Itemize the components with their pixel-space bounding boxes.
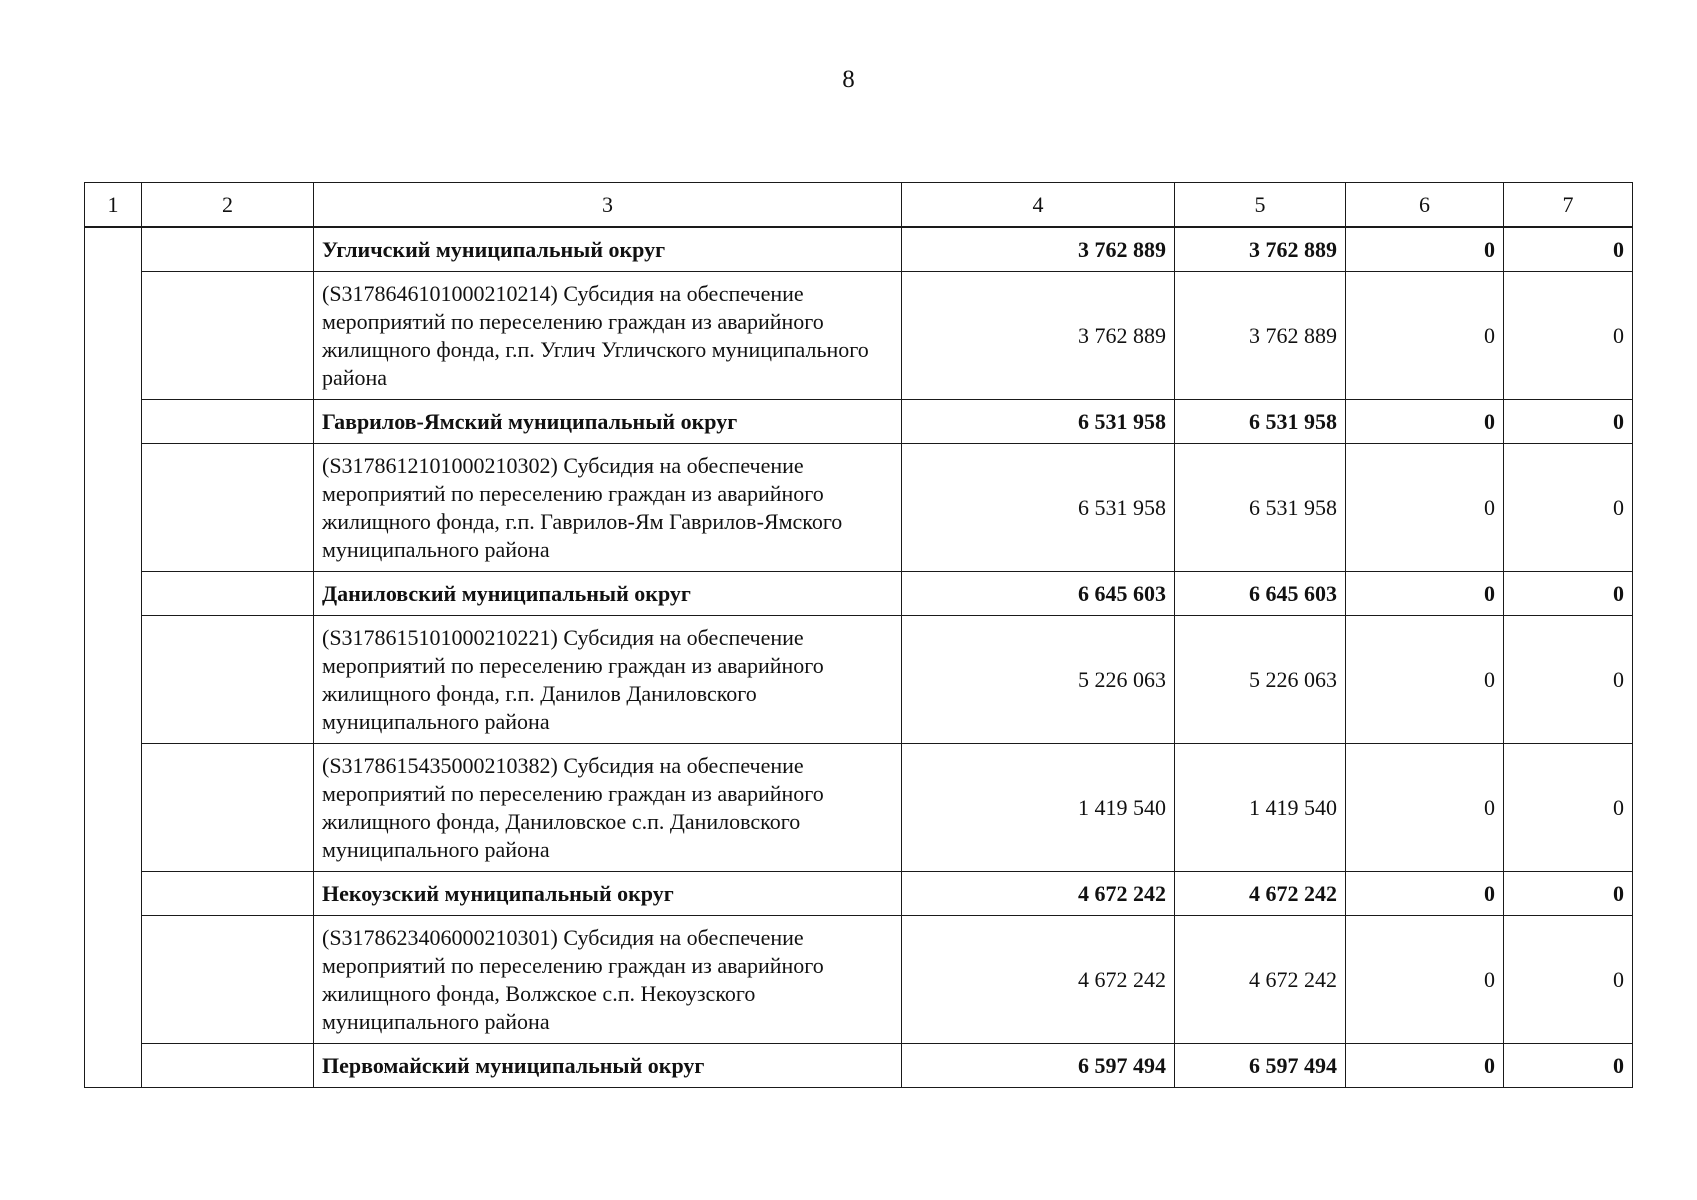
column-2-cell	[142, 916, 314, 1044]
value-col-7: 0	[1504, 444, 1633, 572]
value-col-6: 0	[1346, 572, 1504, 616]
row-name: Некоузский муниципальный округ	[314, 872, 902, 916]
value-col-4: 3 762 889	[902, 227, 1175, 272]
value-col-5: 3 762 889	[1175, 272, 1346, 400]
column-2-cell	[142, 227, 314, 272]
value-col-4: 6 531 958	[902, 444, 1175, 572]
table-row	[85, 916, 1633, 1044]
table-row	[85, 572, 1633, 616]
row-name: Угличский муниципальный округ	[314, 227, 902, 272]
column-1-merged-cell	[85, 227, 142, 1088]
value-col-5: 5 226 063	[1175, 616, 1346, 744]
row-name: (S3178615435000210382) Субсидия на обеспечение мероприятий по переселению граждан из аварийного жилищного фонда, Даниловское с.п. Даниловского муниципального района	[314, 744, 902, 872]
value-col-6: 0	[1346, 444, 1504, 572]
value-col-7: 0	[1504, 616, 1633, 744]
value-col-6: 0	[1346, 272, 1504, 400]
value-col-5: 6 645 603	[1175, 572, 1346, 616]
column-2-cell	[142, 272, 314, 400]
value-col-6: 0	[1346, 872, 1504, 916]
value-col-6: 0	[1346, 744, 1504, 872]
value-col-6: 0	[1346, 616, 1504, 744]
table-row	[85, 444, 1633, 572]
value-col-4: 6 531 958	[902, 400, 1175, 444]
table-row	[85, 1044, 1633, 1088]
header-cell-5: 5	[1175, 183, 1346, 228]
header-cell-7: 7	[1504, 183, 1633, 228]
header-cell-4: 4	[902, 183, 1175, 228]
value-col-7: 0	[1504, 872, 1633, 916]
value-col-5: 4 672 242	[1175, 872, 1346, 916]
value-col-4: 1 419 540	[902, 744, 1175, 872]
column-2-cell	[142, 872, 314, 916]
value-col-4: 3 762 889	[902, 272, 1175, 400]
column-2-cell	[142, 400, 314, 444]
row-name: Первомайский муниципальный округ	[314, 1044, 902, 1088]
header-row	[85, 183, 1633, 228]
value-col-4: 5 226 063	[902, 616, 1175, 744]
value-col-7: 0	[1504, 1044, 1633, 1088]
column-2-cell	[142, 572, 314, 616]
header-cell-2: 2	[142, 183, 314, 228]
value-col-4: 6 597 494	[902, 1044, 1175, 1088]
value-col-6: 0	[1346, 1044, 1504, 1088]
row-name: Гаврилов-Ямский муниципальный округ	[314, 400, 902, 444]
row-name: (S3178623406000210301) Субсидия на обеспечение мероприятий по переселению граждан из аварийного жилищного фонда, Волжское с.п. Некоузского муниципального района	[314, 916, 902, 1044]
header-cell-6: 6	[1346, 183, 1504, 228]
header-cell-3: 3	[314, 183, 902, 228]
value-col-4: 4 672 242	[902, 916, 1175, 1044]
column-2-cell	[142, 444, 314, 572]
budget-table	[84, 182, 1633, 1088]
table-row	[85, 616, 1633, 744]
value-col-5: 3 762 889	[1175, 227, 1346, 272]
value-col-7: 0	[1504, 744, 1633, 872]
value-col-4: 6 645 603	[902, 572, 1175, 616]
value-col-7: 0	[1504, 572, 1633, 616]
value-col-4: 4 672 242	[902, 872, 1175, 916]
value-col-5: 6 531 958	[1175, 444, 1346, 572]
value-col-7: 0	[1504, 227, 1633, 272]
row-name: Даниловский муниципальный округ	[314, 572, 902, 616]
value-col-6: 0	[1346, 916, 1504, 1044]
header-cell-1: 1	[85, 183, 142, 228]
column-2-cell	[142, 1044, 314, 1088]
value-col-6: 0	[1346, 227, 1504, 272]
value-col-7: 0	[1504, 272, 1633, 400]
table-row	[85, 227, 1633, 272]
value-col-5: 6 531 958	[1175, 400, 1346, 444]
table-row	[85, 272, 1633, 400]
column-2-cell	[142, 616, 314, 744]
value-col-6: 0	[1346, 400, 1504, 444]
table-row	[85, 744, 1633, 872]
column-2-cell	[142, 744, 314, 872]
table-row	[85, 400, 1633, 444]
table-row	[85, 872, 1633, 916]
value-col-5: 4 672 242	[1175, 916, 1346, 1044]
row-name: (S3178646101000210214) Субсидия на обеспечение мероприятий по переселению граждан из аварийного жилищного фонда, г.п. Углич Угличского муниципального района	[314, 272, 902, 400]
value-col-7: 0	[1504, 916, 1633, 1044]
page-number: 8	[842, 66, 855, 93]
value-col-5: 6 597 494	[1175, 1044, 1346, 1088]
value-col-5: 1 419 540	[1175, 744, 1346, 872]
row-name: (S3178612101000210302) Субсидия на обеспечение мероприятий по переселению граждан из аварийного жилищного фонда, г.п. Гаврилов-Ям Гаврилов-Ямского муниципального района	[314, 444, 902, 572]
row-name: (S3178615101000210221) Субсидия на обеспечение мероприятий по переселению граждан из аварийного жилищного фонда, г.п. Данилов Даниловского муниципального района	[314, 616, 902, 744]
value-col-7: 0	[1504, 400, 1633, 444]
